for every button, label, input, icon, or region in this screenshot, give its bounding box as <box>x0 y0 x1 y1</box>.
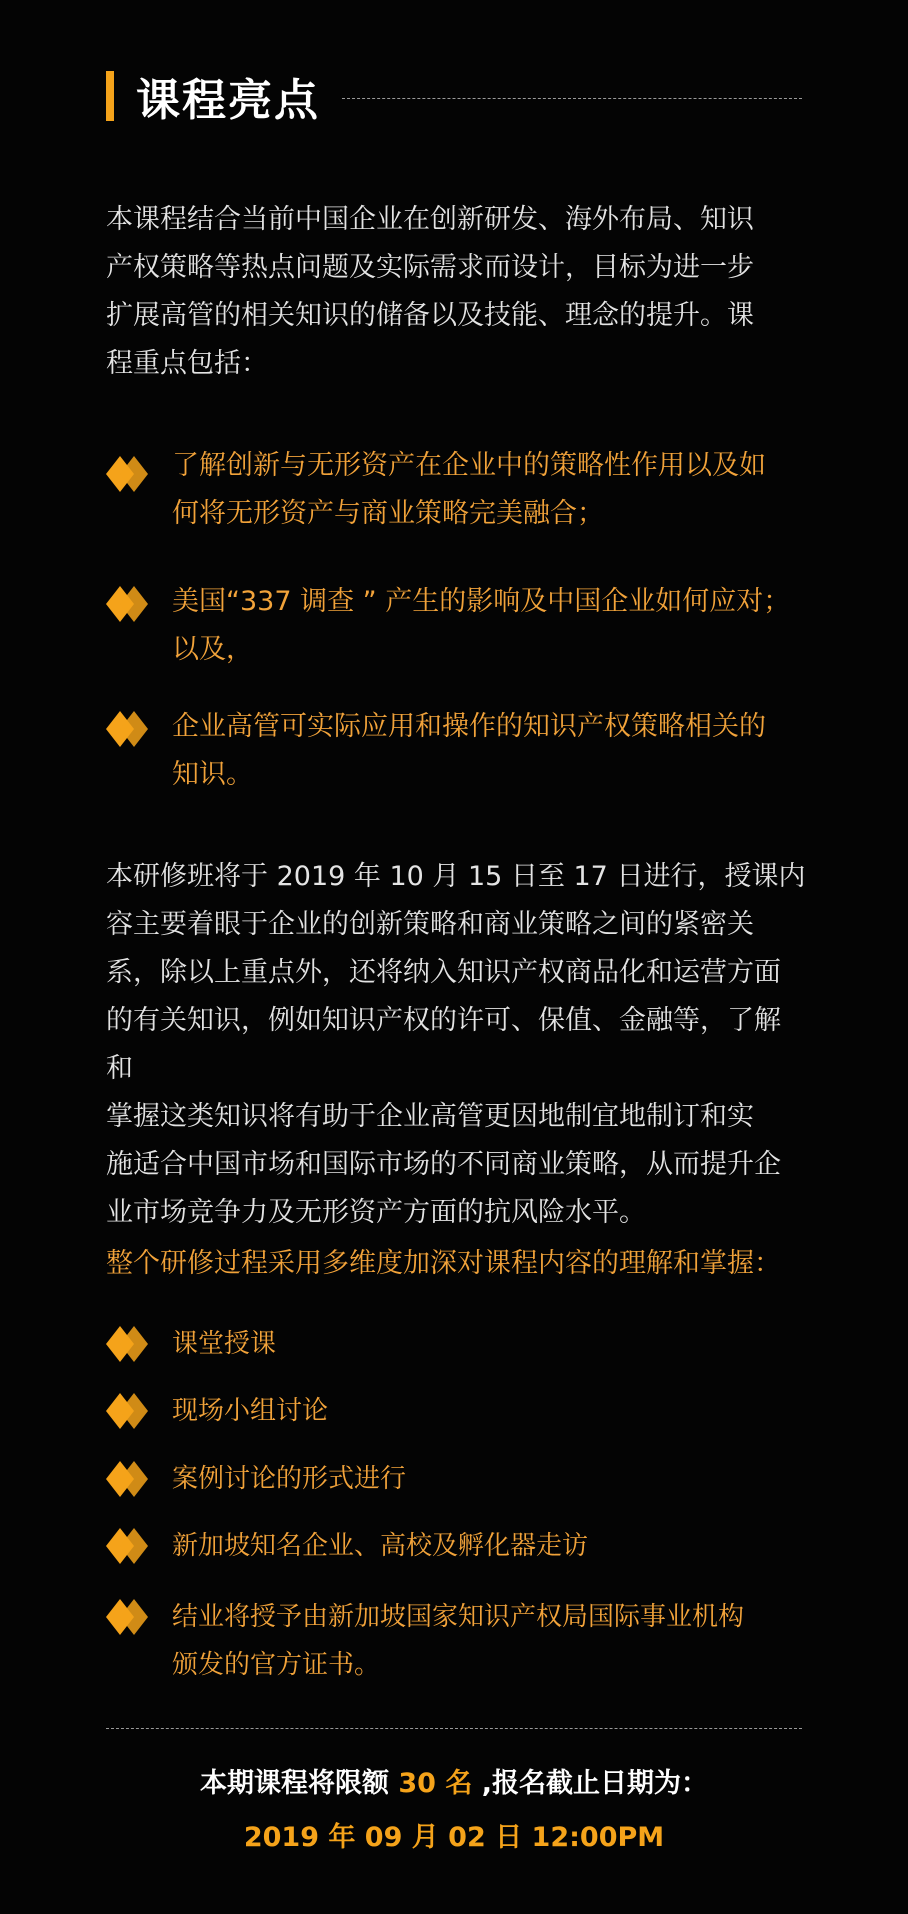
highlight-line: 何将无形资产与商业策略完美融合； <box>172 498 604 529</box>
diamond-bullet-icon <box>106 456 152 492</box>
limit-prefix: 本期课程将限额 <box>199 1768 399 1799</box>
highlight-text <box>172 442 812 538</box>
methods-intro: 整个研修过程采用多维度加深对课程内容的理解和掌握： <box>106 1248 781 1279</box>
highlight-line: 以及， <box>172 634 253 665</box>
section-title: 课程亮点 <box>136 75 320 126</box>
method-text: 新加坡知名企业、高校及孵化器走访 <box>172 1531 589 1561</box>
method-text <box>172 1593 812 1689</box>
header-dashed-divider <box>342 98 802 99</box>
body-line: 系，除以上重点外，还将纳入知识产权商品化和运营方面 <box>106 957 781 988</box>
section-header <box>106 66 802 126</box>
diamond-bullet-icon <box>106 1393 152 1429</box>
intro-line: 程重点包括： <box>106 348 268 379</box>
enrollment-limit-text <box>0 1762 908 1806</box>
limit-count: 30 名 <box>398 1768 473 1799</box>
header-accent-bar <box>106 71 114 121</box>
body-line: 施适合中国市场和国际市场的不同商业策略，从而提升企 <box>106 1149 781 1180</box>
deadline-text: 2019 年 09 月 02 日 12:00PM <box>243 1822 665 1853</box>
intro-line: 本课程结合当前中国企业在创新研发、海外布局、知识 <box>106 204 754 235</box>
limit-suffix: ,报名截止日期为： <box>472 1768 709 1799</box>
diamond-bullet-icon <box>106 586 152 622</box>
diamond-bullet-icon <box>106 1528 152 1564</box>
body-line: 本研修班将于 2019 年 10 月 15 日至 17 日进行，授课内 <box>106 861 806 892</box>
body-line: 掌握这类知识将有助于企业高管更因地制宜地制订和实 <box>106 1101 754 1132</box>
highlight-text <box>172 578 812 674</box>
method-text: 课堂授课 <box>172 1329 277 1359</box>
highlight-text <box>172 703 812 799</box>
intro-paragraph <box>106 196 806 388</box>
intro-line: 扩展高管的相关知识的储备以及技能、理念的提升。课 <box>106 300 754 331</box>
diamond-bullet-icon <box>106 1326 152 1362</box>
highlight-line: 企业高管可实际应用和操作的知识产权策略相关的 <box>172 711 766 742</box>
body-line: 容主要着眼于企业的创新策略和商业策略之间的紧密关 <box>106 909 754 940</box>
method-line: 颁发的官方证书。 <box>172 1650 381 1680</box>
body-line: 的有关知识，例如知识产权的许可、保值、金融等，了解和 <box>106 1005 781 1084</box>
highlight-line: 美国“337 调查 ” 产生的影响及中国企业如何应对； <box>172 586 791 617</box>
diamond-bullet-icon <box>106 1599 152 1635</box>
diamond-bullet-icon <box>106 711 152 747</box>
highlight-line: 知识。 <box>172 759 253 790</box>
method-line: 结业将授予由新加坡国家知识产权局国际事业机构 <box>172 1602 745 1632</box>
method-text: 现场小组讨论 <box>172 1396 329 1426</box>
intro-line: 产权策略等热点问题及实际需求而设计，目标为进一步 <box>106 252 754 283</box>
body-line: 业市场竞争力及无形资产方面的抗风险水平。 <box>106 1197 646 1228</box>
method-text: 案例讨论的形式进行 <box>172 1464 407 1494</box>
schedule-paragraph <box>106 853 806 1237</box>
diamond-bullet-icon <box>106 1461 152 1497</box>
highlight-line: 了解创新与无形资产在企业中的策略性作用以及如 <box>172 450 766 481</box>
footer-dashed-divider <box>106 1728 802 1729</box>
